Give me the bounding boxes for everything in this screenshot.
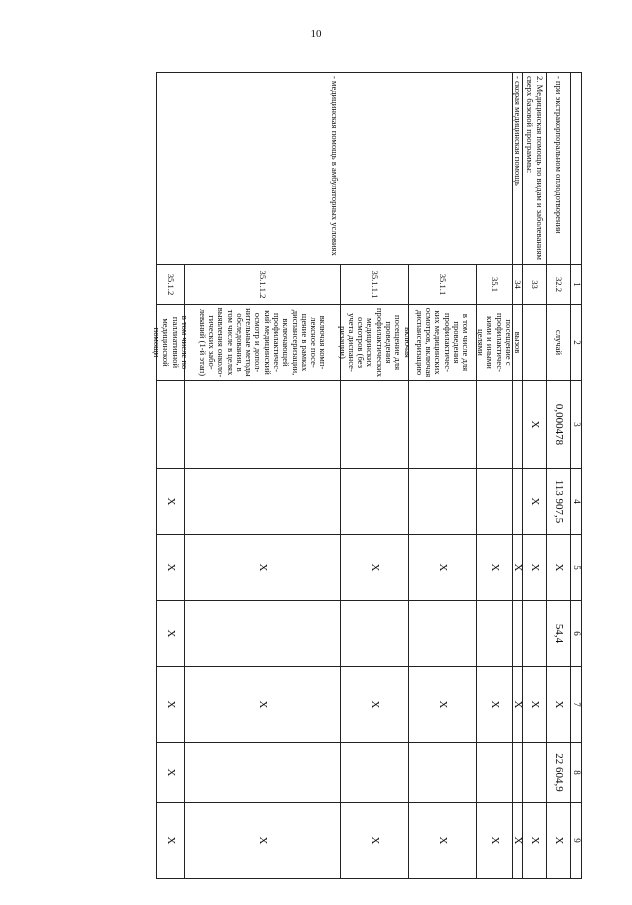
header-cell: 1: [570, 264, 582, 305]
value-cell: X: [184, 666, 341, 743]
value-cell: [512, 742, 523, 803]
value-cell: X: [476, 802, 513, 879]
value-cell: [340, 742, 409, 803]
row-code-cell: 35.1.2: [156, 264, 185, 305]
row-code-cell: 32.2: [546, 264, 571, 305]
value-cell: X: [156, 468, 185, 535]
page-number: 10: [310, 28, 322, 40]
header-cell: 2: [570, 304, 582, 381]
header-cell: 4: [570, 468, 582, 535]
row-name-cell: 2. Медицинская помощь по видам и заболеваниям сверх базовой программы:: [522, 72, 547, 265]
row-unit-cell: в том числе по паллиативной медицинской помощи: [156, 304, 185, 381]
value-cell: [522, 600, 547, 667]
value-cell: X: [546, 802, 571, 879]
row-unit-cell: посещение с профилактичес-кими и иными целями: [476, 304, 513, 381]
value-cell: [340, 600, 409, 667]
value-cell: [476, 468, 513, 535]
row-name-cell: - скорая медицинская помощь: [512, 72, 523, 265]
value-cell: [512, 380, 523, 469]
value-cell: X: [522, 468, 547, 535]
row-code-cell: 34: [512, 264, 523, 305]
value-cell: X: [512, 666, 523, 743]
value-cell: [156, 380, 185, 469]
header-cell: 5: [570, 534, 582, 601]
value-cell: X: [522, 802, 547, 879]
header-cell: 8: [570, 742, 582, 803]
value-cell: X: [340, 802, 409, 879]
value-cell: X: [512, 534, 523, 601]
value-cell: [184, 742, 341, 803]
value-cell: X: [156, 742, 185, 803]
value-cell: [512, 468, 523, 535]
value-cell: X: [408, 802, 477, 879]
row-unit-cell: случай: [546, 304, 571, 381]
row-name-cell: - при экстракорпоральном оплодотворении: [546, 72, 571, 265]
value-cell: X: [184, 534, 341, 601]
value-cell: X: [546, 666, 571, 743]
header-cell: 3: [570, 380, 582, 469]
group-name-cell: - медицинская помощь в амбулаторных условиях: [156, 72, 513, 265]
row-code-cell: 35.1.1.1: [340, 264, 409, 305]
value-cell: X: [408, 534, 477, 601]
value-cell: X: [546, 534, 571, 601]
value-cell: X: [476, 534, 513, 601]
value-cell: [476, 600, 513, 667]
table-grid: [96, 72, 582, 878]
row-code-cell: 35.1.1: [408, 264, 477, 305]
header-cell-blank: [570, 72, 582, 265]
value-cell: [408, 468, 477, 535]
value-cell: X: [512, 802, 523, 879]
row-unit-cell: включая посещение для проведения профилактических медицинских осмотров (без учета диспансе-ризации): [340, 304, 409, 381]
value-cell: X: [156, 600, 185, 667]
value-cell: [408, 380, 477, 469]
value-cell: [184, 380, 341, 469]
row-unit-cell: вызов: [512, 304, 523, 381]
value-cell: [476, 742, 513, 803]
value-cell: [184, 468, 341, 535]
row-unit-cell: включая комп-лексное посе-щение в рамках диспансеризации, включающей профилактичес-кий медицинский осмотр и допол-нительные методы обследования, в том числе в целях выявления онколо-гических забо-леваний (1-й этап): [184, 304, 341, 381]
value-cell: X: [184, 802, 341, 879]
value-cell: 54,4: [546, 600, 571, 667]
row-unit-cell: в том числе для проведения профилактичес-ких медицинских осмотров, включая диспансеризацию: [408, 304, 477, 381]
value-cell: 22 604,9: [546, 742, 571, 803]
row-unit-cell: [522, 304, 547, 381]
value-cell: X: [340, 534, 409, 601]
value-cell: X: [522, 534, 547, 601]
value-cell: [512, 600, 523, 667]
header-cell: 6: [570, 600, 582, 667]
value-cell: X: [156, 534, 185, 601]
value-cell: X: [156, 666, 185, 743]
value-cell: X: [522, 380, 547, 469]
value-cell: 0,000478: [546, 380, 571, 469]
value-cell: [408, 742, 477, 803]
value-cell: X: [156, 802, 185, 879]
header-cell: 9: [570, 802, 582, 879]
value-cell: [476, 380, 513, 469]
value-cell: X: [476, 666, 513, 743]
value-cell: [522, 742, 547, 803]
row-code-cell: 33: [522, 264, 547, 305]
value-cell: 113 907,5: [546, 468, 571, 535]
value-cell: X: [408, 666, 477, 743]
value-cell: [340, 468, 409, 535]
header-cell: 7: [570, 666, 582, 743]
value-cell: X: [340, 666, 409, 743]
value-cell: [184, 600, 341, 667]
row-code-cell: 35.1: [476, 264, 513, 305]
rotated-table: [96, 72, 582, 878]
value-cell: X: [522, 666, 547, 743]
value-cell: [408, 600, 477, 667]
value-cell: [340, 380, 409, 469]
row-code-cell: 35.1.1.2: [184, 264, 341, 305]
